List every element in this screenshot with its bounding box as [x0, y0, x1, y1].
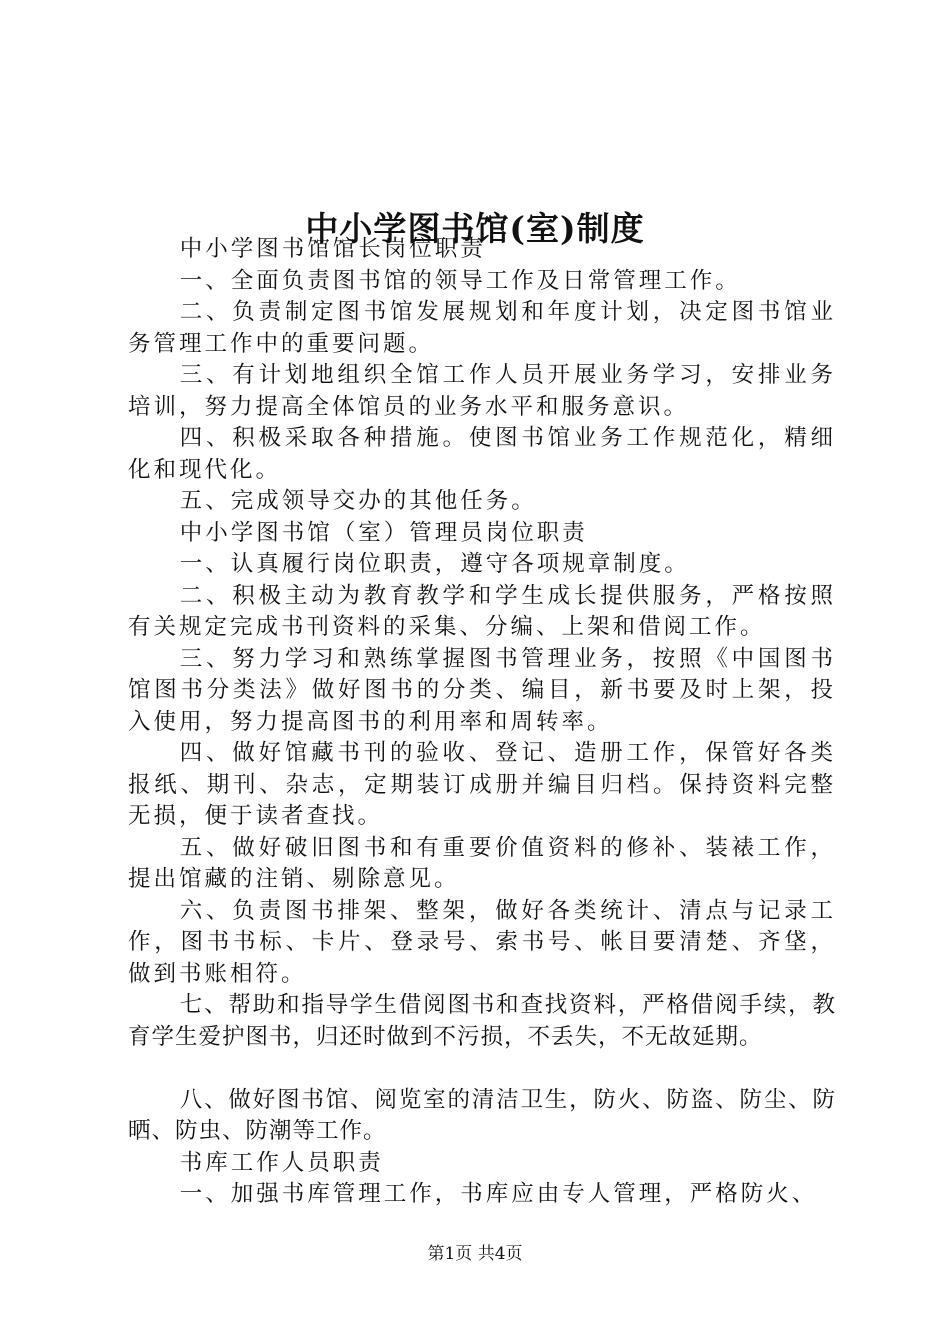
blank-line [128, 1053, 836, 1085]
paragraph: 六、负责图书排架、整架，做好各类统计、清点与记录工作，图书书标、卡片、登录号、索书号、帐目要清楚、齐垡，做到书账相符。 [128, 897, 836, 987]
paragraph: 四、做好馆藏书刊的验收、登记、造册工作，保管好各类报纸、期刊、杂志，定期装订成册并编目归档。保持资料完整无损，便于读者查找。 [128, 740, 836, 829]
paragraph: 一、全面负责图书馆的领导工作及日常管理工作。 [179, 267, 741, 294]
paragraph: 二、负责制定图书馆发展规划和年度计划，决定图书馆业务管理工作中的重要问题。 [128, 299, 836, 357]
document-title: 中小学图书馆(室)制度 [305, 209, 645, 249]
paragraph: 七、帮助和指导学生借阅图书和查找资料，严格借阅手续，教育学生爱护图书，归还时做到不污损，不丢失，不无故延期。 [128, 992, 836, 1050]
paragraph: 八、做好图书馆、阅览室的清洁卫生，防火、防盗、防尘、防晒、防虫、防潮等工作。 [128, 1086, 836, 1144]
section-heading-director: 中小学图书馆馆长岗位职责 [179, 236, 486, 262]
page-footer: 第1页 共4页 [427, 1244, 523, 1264]
section-heading-librarian: 中小学图书馆（室）管理员岗位职责 [179, 519, 588, 546]
paragraph: 五、做好破旧图书和有重要价值资料的修补、装裱工作，提出馆藏的注销、剔除意见。 [128, 834, 836, 892]
paragraph: 二、积极主动为教育教学和学生成长提供服务，严格按照有关规定完成书刊资料的采集、分编、上架和借阅工作。 [128, 582, 836, 640]
document-body [128, 234, 836, 1211]
paragraph: 一、认真履行岗位职责，遵守各项规章制度。 [179, 551, 690, 577]
paragraph: 一、加强书库管理工作，书库应由专人管理，严格防火、 [179, 1181, 818, 1207]
section-heading-stacks: 书库工作人员职责 [179, 1149, 384, 1176]
paragraph: 三、有计划地组织全馆工作人员开展业务学习，安排业务培训，努力提高全体馆员的业务水平和服务意识。 [128, 362, 836, 420]
paragraph: 四、积极采取各种措施。使图书馆业务工作规范化，精细化和现代化。 [128, 425, 836, 483]
paragraph: 五、完成领导交办的其他任务。 [179, 488, 537, 514]
paragraph: 三、努力学习和熟练掌握图书管理业务，按照《中国图书馆图书分类法》做好图书的分类、编目，新书要及时上架，投入使用，努力提高图书的利用率和周转率。 [128, 645, 836, 735]
